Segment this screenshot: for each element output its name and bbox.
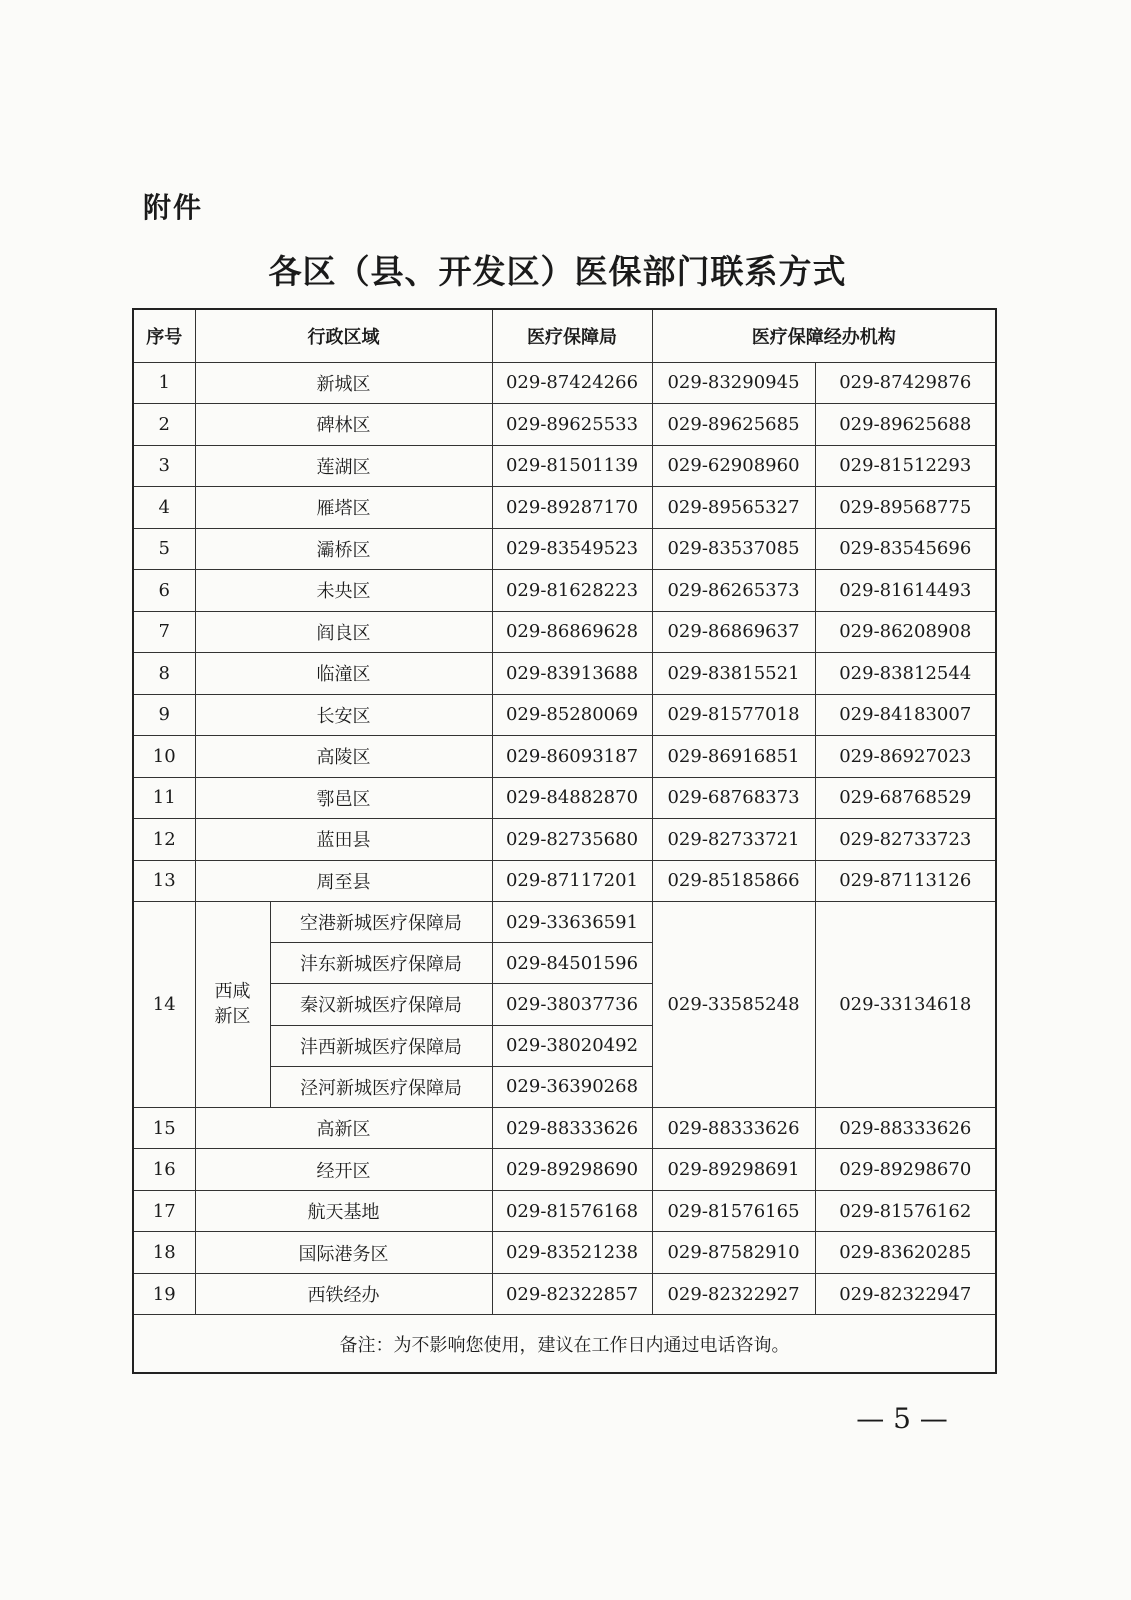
agency-phone-cell-1: 029-86869637 bbox=[652, 611, 815, 653]
bureau-phone-cell: 029-81501139 bbox=[492, 445, 652, 487]
bureau-phone-cell: 029-85280069 bbox=[492, 694, 652, 736]
bureau-phone-cell: 029-82322857 bbox=[492, 1273, 652, 1315]
bureau-phone-cell: 029-89625533 bbox=[492, 404, 652, 446]
seq-cell: 10 bbox=[133, 736, 195, 778]
table-row bbox=[133, 1190, 996, 1232]
bureau-phone-cell: 029-89298690 bbox=[492, 1149, 652, 1191]
region-cell: 西铁经办 bbox=[195, 1273, 492, 1315]
seq-cell: 13 bbox=[133, 860, 195, 902]
bureau-phone-cell: 029-82735680 bbox=[492, 819, 652, 861]
seq-cell: 11 bbox=[133, 777, 195, 819]
region-cell: 经开区 bbox=[195, 1149, 492, 1191]
seq-cell: 8 bbox=[133, 653, 195, 695]
agency-phone-cell-1: 029-83537085 bbox=[652, 528, 815, 570]
table-row bbox=[133, 1107, 996, 1149]
bureau-phone-cell: 029-84882870 bbox=[492, 777, 652, 819]
agency-phone-cell-2: 029-83545696 bbox=[815, 528, 996, 570]
seq-cell: 3 bbox=[133, 445, 195, 487]
agency-phone-cell-2: 029-83812544 bbox=[815, 653, 996, 695]
bureau-phone-cell: 029-87117201 bbox=[492, 860, 652, 902]
agency-phone-cell-2: 029-84183007 bbox=[815, 694, 996, 736]
region-group-cell: 西咸新区 bbox=[195, 902, 270, 1108]
table-row bbox=[133, 860, 996, 902]
region-cell: 新城区 bbox=[195, 362, 492, 404]
seq-cell: 16 bbox=[133, 1149, 195, 1191]
table-row bbox=[133, 404, 996, 446]
agency-phone-cell-1: 029-81576165 bbox=[652, 1190, 815, 1232]
seq-cell: 1 bbox=[133, 362, 195, 404]
table-row bbox=[133, 777, 996, 819]
header-bureau: 医疗保障局 bbox=[492, 309, 652, 362]
agency-phone-cell-1: 029-89565327 bbox=[652, 487, 815, 529]
seq-cell: 15 bbox=[133, 1107, 195, 1149]
table-row bbox=[133, 902, 996, 943]
agency-phone-cell-2: 029-87429876 bbox=[815, 362, 996, 404]
agency-phone-cell-2: 029-82322947 bbox=[815, 1273, 996, 1315]
agency-phone-cell-1: 029-62908960 bbox=[652, 445, 815, 487]
region-cell: 鄠邑区 bbox=[195, 777, 492, 819]
contact-table bbox=[132, 308, 997, 1374]
table-row bbox=[133, 819, 996, 861]
bureau-phone-cell: 029-88333626 bbox=[492, 1107, 652, 1149]
table-row bbox=[133, 1149, 996, 1191]
attachment-label: 附件 bbox=[143, 191, 204, 224]
table-row bbox=[133, 1232, 996, 1274]
sub-region-cell: 泾河新城医疗保障局 bbox=[270, 1066, 492, 1107]
seq-cell: 19 bbox=[133, 1273, 195, 1315]
region-cell: 灞桥区 bbox=[195, 528, 492, 570]
bureau-phone-cell: 029-87424266 bbox=[492, 362, 652, 404]
seq-cell: 5 bbox=[133, 528, 195, 570]
table-row bbox=[133, 694, 996, 736]
bureau-phone-cell: 029-38037736 bbox=[492, 984, 652, 1025]
header-region: 行政区域 bbox=[195, 309, 492, 362]
agency-phone-cell-1: 029-82733721 bbox=[652, 819, 815, 861]
agency-phone-cell-2: 029-81512293 bbox=[815, 445, 996, 487]
table-row bbox=[133, 653, 996, 695]
note-row bbox=[133, 1315, 996, 1373]
table-row bbox=[133, 736, 996, 778]
sub-region-cell: 沣西新城医疗保障局 bbox=[270, 1025, 492, 1066]
agency-phone-cell-1: 029-88333626 bbox=[652, 1107, 815, 1149]
table-row bbox=[133, 362, 996, 404]
table-row bbox=[133, 570, 996, 612]
agency-phone-cell-1: 029-87582910 bbox=[652, 1232, 815, 1274]
agency-phone-cell-1: 029-83815521 bbox=[652, 653, 815, 695]
agency-phone-cell-2: 029-86208908 bbox=[815, 611, 996, 653]
region-cell: 高陵区 bbox=[195, 736, 492, 778]
header-agency: 医疗保障经办机构 bbox=[652, 309, 996, 362]
region-cell: 雁塔区 bbox=[195, 487, 492, 529]
bureau-phone-cell: 029-89287170 bbox=[492, 487, 652, 529]
seq-cell: 4 bbox=[133, 487, 195, 529]
bureau-phone-cell: 029-84501596 bbox=[492, 943, 652, 984]
agency-phone-cell-1: 029-82322927 bbox=[652, 1273, 815, 1315]
agency-phone-cell-1: 029-68768373 bbox=[652, 777, 815, 819]
agency-phone-cell-1: 029-33585248 bbox=[652, 902, 815, 1108]
table-row bbox=[133, 611, 996, 653]
agency-phone-cell-2: 029-87113126 bbox=[815, 860, 996, 902]
seq-cell: 18 bbox=[133, 1232, 195, 1274]
region-cell: 蓝田县 bbox=[195, 819, 492, 861]
bureau-phone-cell: 029-86093187 bbox=[492, 736, 652, 778]
region-cell: 航天基地 bbox=[195, 1190, 492, 1232]
seq-cell: 12 bbox=[133, 819, 195, 861]
seq-cell: 17 bbox=[133, 1190, 195, 1232]
agency-phone-cell-2: 029-81614493 bbox=[815, 570, 996, 612]
seq-cell: 14 bbox=[133, 902, 195, 1108]
region-cell: 未央区 bbox=[195, 570, 492, 612]
region-cell: 临潼区 bbox=[195, 653, 492, 695]
seq-cell: 2 bbox=[133, 404, 195, 446]
agency-phone-cell-1: 029-81577018 bbox=[652, 694, 815, 736]
region-cell: 莲湖区 bbox=[195, 445, 492, 487]
bureau-phone-cell: 029-86869628 bbox=[492, 611, 652, 653]
table-row bbox=[133, 445, 996, 487]
bureau-phone-cell: 029-81576168 bbox=[492, 1190, 652, 1232]
agency-phone-cell-1: 029-85185866 bbox=[652, 860, 815, 902]
note-cell: 备注：为不影响您使用，建议在工作日内通过电话咨询。 bbox=[133, 1315, 996, 1373]
agency-phone-cell-1: 029-83290945 bbox=[652, 362, 815, 404]
sub-region-cell: 沣东新城医疗保障局 bbox=[270, 943, 492, 984]
table-row bbox=[133, 1273, 996, 1315]
sub-region-cell: 秦汉新城医疗保障局 bbox=[270, 984, 492, 1025]
agency-phone-cell-1: 029-86265373 bbox=[652, 570, 815, 612]
agency-phone-cell-2: 029-81576162 bbox=[815, 1190, 996, 1232]
page-number: — 5 — bbox=[856, 1402, 948, 1435]
region-cell: 阎良区 bbox=[195, 611, 492, 653]
region-cell: 周至县 bbox=[195, 860, 492, 902]
sub-region-cell: 空港新城医疗保障局 bbox=[270, 902, 492, 943]
bureau-phone-cell: 029-83521238 bbox=[492, 1232, 652, 1274]
bureau-phone-cell: 029-83913688 bbox=[492, 653, 652, 695]
agency-phone-cell-2: 029-88333626 bbox=[815, 1107, 996, 1149]
bureau-phone-cell: 029-33636591 bbox=[492, 902, 652, 943]
table-header-row bbox=[133, 309, 996, 362]
agency-phone-cell-2: 029-89298670 bbox=[815, 1149, 996, 1191]
header-seq: 序号 bbox=[133, 309, 195, 362]
seq-cell: 7 bbox=[133, 611, 195, 653]
bureau-phone-cell: 029-36390268 bbox=[492, 1066, 652, 1107]
table-row bbox=[133, 487, 996, 529]
region-cell: 碑林区 bbox=[195, 404, 492, 446]
agency-phone-cell-1: 029-86916851 bbox=[652, 736, 815, 778]
agency-phone-cell-2: 029-82733723 bbox=[815, 819, 996, 861]
table-row bbox=[133, 528, 996, 570]
region-cell: 长安区 bbox=[195, 694, 492, 736]
agency-phone-cell-2: 029-68768529 bbox=[815, 777, 996, 819]
seq-cell: 9 bbox=[133, 694, 195, 736]
region-cell: 高新区 bbox=[195, 1107, 492, 1149]
bureau-phone-cell: 029-38020492 bbox=[492, 1025, 652, 1066]
agency-phone-cell-2: 029-33134618 bbox=[815, 902, 996, 1108]
agency-phone-cell-2: 029-83620285 bbox=[815, 1232, 996, 1274]
bureau-phone-cell: 029-81628223 bbox=[492, 570, 652, 612]
agency-phone-cell-1: 029-89298691 bbox=[652, 1149, 815, 1191]
agency-phone-cell-2: 029-89625688 bbox=[815, 404, 996, 446]
agency-phone-cell-2: 029-86927023 bbox=[815, 736, 996, 778]
bureau-phone-cell: 029-83549523 bbox=[492, 528, 652, 570]
seq-cell: 6 bbox=[133, 570, 195, 612]
agency-phone-cell-1: 029-89625685 bbox=[652, 404, 815, 446]
region-cell: 国际港务区 bbox=[195, 1232, 492, 1274]
document-title: 各区（县、开发区）医保部门联系方式 bbox=[268, 252, 847, 291]
agency-phone-cell-2: 029-89568775 bbox=[815, 487, 996, 529]
